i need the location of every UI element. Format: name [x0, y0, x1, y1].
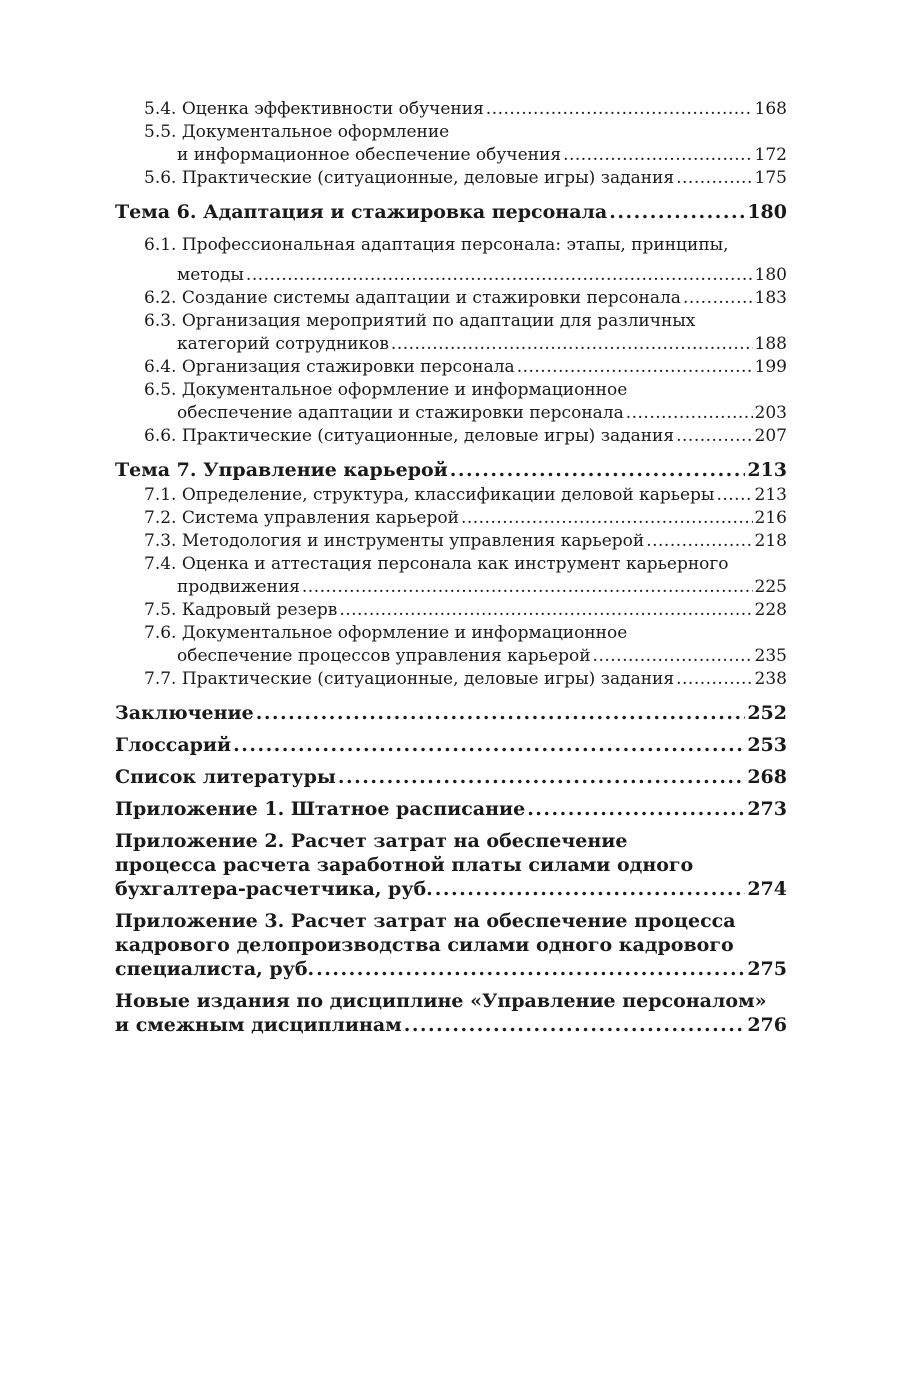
dot-leader [461, 507, 753, 530]
dot-leader [716, 484, 752, 507]
entry-title-line2: обеспечение процессов управления карьерой [177, 646, 591, 666]
dot-leader [676, 668, 752, 691]
topic-title-line2: процесса расчета заработной платы силами одного [115, 854, 694, 876]
toc-entry-5-5[interactable] [115, 121, 787, 167]
toc-entry-7-4[interactable] [115, 553, 787, 599]
topic-title-line2: кадрового делопроизводства силами одного кадрового [115, 934, 734, 956]
dot-leader [450, 458, 746, 482]
page-number: 180 [754, 265, 787, 285]
entry-title-line2: продвижения [177, 577, 300, 597]
dot-leader [339, 599, 752, 622]
toc-entry-7-3[interactable] [115, 530, 787, 553]
dot-leader [683, 287, 753, 310]
page-number: 225 [754, 577, 787, 597]
toc-entry-6-4[interactable] [115, 356, 787, 379]
entry-title-line1: Организация мероприятий по адаптации для различных [181, 311, 696, 331]
page-number: 172 [754, 145, 787, 165]
page-number: 188 [754, 334, 787, 354]
entry-title: Практические (ситуационные, деловые игры) задания [181, 426, 675, 446]
topic-title-line3: бухгалтера-расчетчика, руб. [115, 878, 433, 900]
toc-entry-5-4[interactable] [115, 98, 787, 121]
toc-entry-7-2[interactable] [115, 507, 787, 530]
toc-new-editions[interactable] [115, 989, 787, 1037]
page-number: 207 [754, 426, 787, 446]
dot-leader [626, 402, 753, 425]
dot-leader [233, 733, 745, 757]
topic-title: Тема 7. Управление карьерой [115, 459, 448, 481]
entry-title-line2: категорий сотрудников [177, 334, 389, 354]
entry-number: 5.4. [144, 99, 177, 119]
page-number: 216 [754, 508, 787, 528]
toc-entry-6-1[interactable] [115, 234, 787, 287]
entry-number: 6.4. [144, 357, 177, 377]
page-number: 183 [754, 288, 787, 308]
page-number: 203 [754, 403, 787, 423]
page-number: 276 [747, 1014, 787, 1036]
toc-entry-7-5[interactable] [115, 599, 787, 622]
entry-title: Оценка эффективности обучения [181, 99, 484, 119]
toc-bibliography[interactable] [115, 765, 787, 789]
toc-entry-7-6[interactable] [115, 622, 787, 668]
entry-number: 7.6. [144, 623, 177, 643]
topic-title: Глоссарий [115, 734, 232, 756]
page-number: 275 [747, 958, 787, 980]
entry-number: 7.2. [144, 508, 177, 528]
entry-title: Определение, структура, классификации деловой карьеры [181, 485, 715, 505]
dot-leader [609, 200, 745, 224]
dot-leader [404, 1013, 746, 1037]
toc-appendix-2[interactable] [115, 829, 787, 901]
page-number: 253 [747, 734, 787, 756]
entry-title: Организация стажировки персонала [181, 357, 515, 377]
entry-title-line1: Документальное оформление и информационное [181, 380, 628, 400]
entry-number: 6.6. [144, 426, 177, 446]
entry-number: 7.4. [144, 554, 177, 574]
entry-title: Практические (ситуационные, деловые игры) задания [181, 669, 675, 689]
entry-title-line2: методы [177, 265, 244, 285]
toc-appendix-3[interactable] [115, 909, 787, 981]
topic-title-line2: и смежным дисциплинам [115, 1014, 402, 1036]
page-number: 228 [754, 600, 787, 620]
page-number: 252 [747, 702, 787, 724]
toc-appendix-1[interactable] [115, 797, 787, 821]
topic-title-line1: Новые издания по дисциплине «Управление персоналом» [115, 990, 767, 1012]
topic-title: Заключение [115, 702, 254, 724]
entry-number: 7.7. [144, 669, 177, 689]
toc-entry-6-6[interactable] [115, 425, 787, 448]
page-number: 213 [747, 459, 787, 481]
entry-number: 6.1. [144, 235, 177, 255]
toc-glossary[interactable] [115, 733, 787, 757]
dot-leader [676, 167, 752, 190]
entry-number: 6.2. [144, 288, 177, 308]
entry-title: Методология и инструменты управления карьерой [181, 531, 645, 551]
entry-title-line2: и информационное обеспечение обучения [177, 145, 562, 165]
entry-number: 7.5. [144, 600, 177, 620]
dot-leader [246, 264, 753, 287]
page-number: 273 [747, 798, 787, 820]
toc-entry-5-6[interactable] [115, 167, 787, 190]
entry-number: 7.1. [144, 485, 177, 505]
entry-title-line1: Профессиональная адаптация персонала: этапы, принципы, [181, 235, 729, 255]
page-number: 218 [754, 531, 787, 551]
entry-title: Кадровый резерв [181, 600, 338, 620]
entry-title-line1: Документальное оформление и информационное [181, 623, 628, 643]
entry-number: 5.5. [144, 122, 177, 142]
page-number: 268 [747, 766, 787, 788]
page-number: 175 [754, 168, 787, 188]
entry-title: Система управления карьерой [181, 508, 459, 528]
entry-title: Создание системы адаптации и стажировки персонала [181, 288, 681, 308]
dot-leader [593, 645, 753, 668]
entry-number: 6.3. [144, 311, 177, 331]
dot-leader [517, 356, 753, 379]
page-number: 199 [754, 357, 787, 377]
toc-topic-7[interactable] [115, 458, 787, 482]
topic-title: Список литературы [115, 766, 336, 788]
toc-entry-6-5[interactable] [115, 379, 787, 425]
topic-title-line3: специалиста, руб. [115, 958, 315, 980]
entry-title-line1: Документальное оформление [181, 122, 450, 142]
page-number: 274 [747, 878, 787, 900]
entry-title-line1: Оценка и аттестация персонала как инструмент карьерного [181, 554, 729, 574]
entry-number: 7.3. [144, 531, 177, 551]
toc-entry-6-3[interactable] [115, 310, 787, 356]
topic-title-line1: Приложение 2. Расчет затрат на обеспечение [115, 830, 628, 852]
dot-leader [435, 877, 746, 901]
dot-leader [391, 333, 753, 356]
table-of-contents [115, 98, 787, 1037]
toc-conclusion[interactable] [115, 701, 787, 725]
topic-title: Тема 6. Адаптация и стажировка персонала [115, 201, 608, 223]
topic-title-line1: Приложение 3. Расчет затрат на обеспечение процесса [115, 910, 736, 932]
dot-leader [646, 530, 752, 553]
dot-leader [302, 576, 753, 599]
page-number: 235 [754, 646, 787, 666]
toc-topic-6[interactable] [115, 200, 787, 224]
entry-title-line2: обеспечение адаптации и стажировки персонала [177, 403, 624, 423]
toc-entry-7-7[interactable] [115, 668, 787, 691]
toc-entry-6-2[interactable] [115, 287, 787, 310]
entry-title: Практические (ситуационные, деловые игры) задания [181, 168, 675, 188]
toc-entry-7-1[interactable] [115, 484, 787, 507]
dot-leader [563, 144, 752, 167]
dot-leader [486, 98, 753, 121]
entry-number: 5.6. [144, 168, 177, 188]
dot-leader [316, 957, 745, 981]
dot-leader [527, 797, 745, 821]
page-number: 180 [747, 201, 787, 223]
dot-leader [256, 701, 746, 725]
entry-number: 6.5. [144, 380, 177, 400]
page-number: 238 [754, 669, 787, 689]
dot-leader [676, 425, 752, 448]
page-number: 168 [754, 99, 787, 119]
topic-title: Приложение 1. Штатное расписание [115, 798, 526, 820]
page-number: 213 [754, 485, 787, 505]
dot-leader [338, 765, 745, 789]
